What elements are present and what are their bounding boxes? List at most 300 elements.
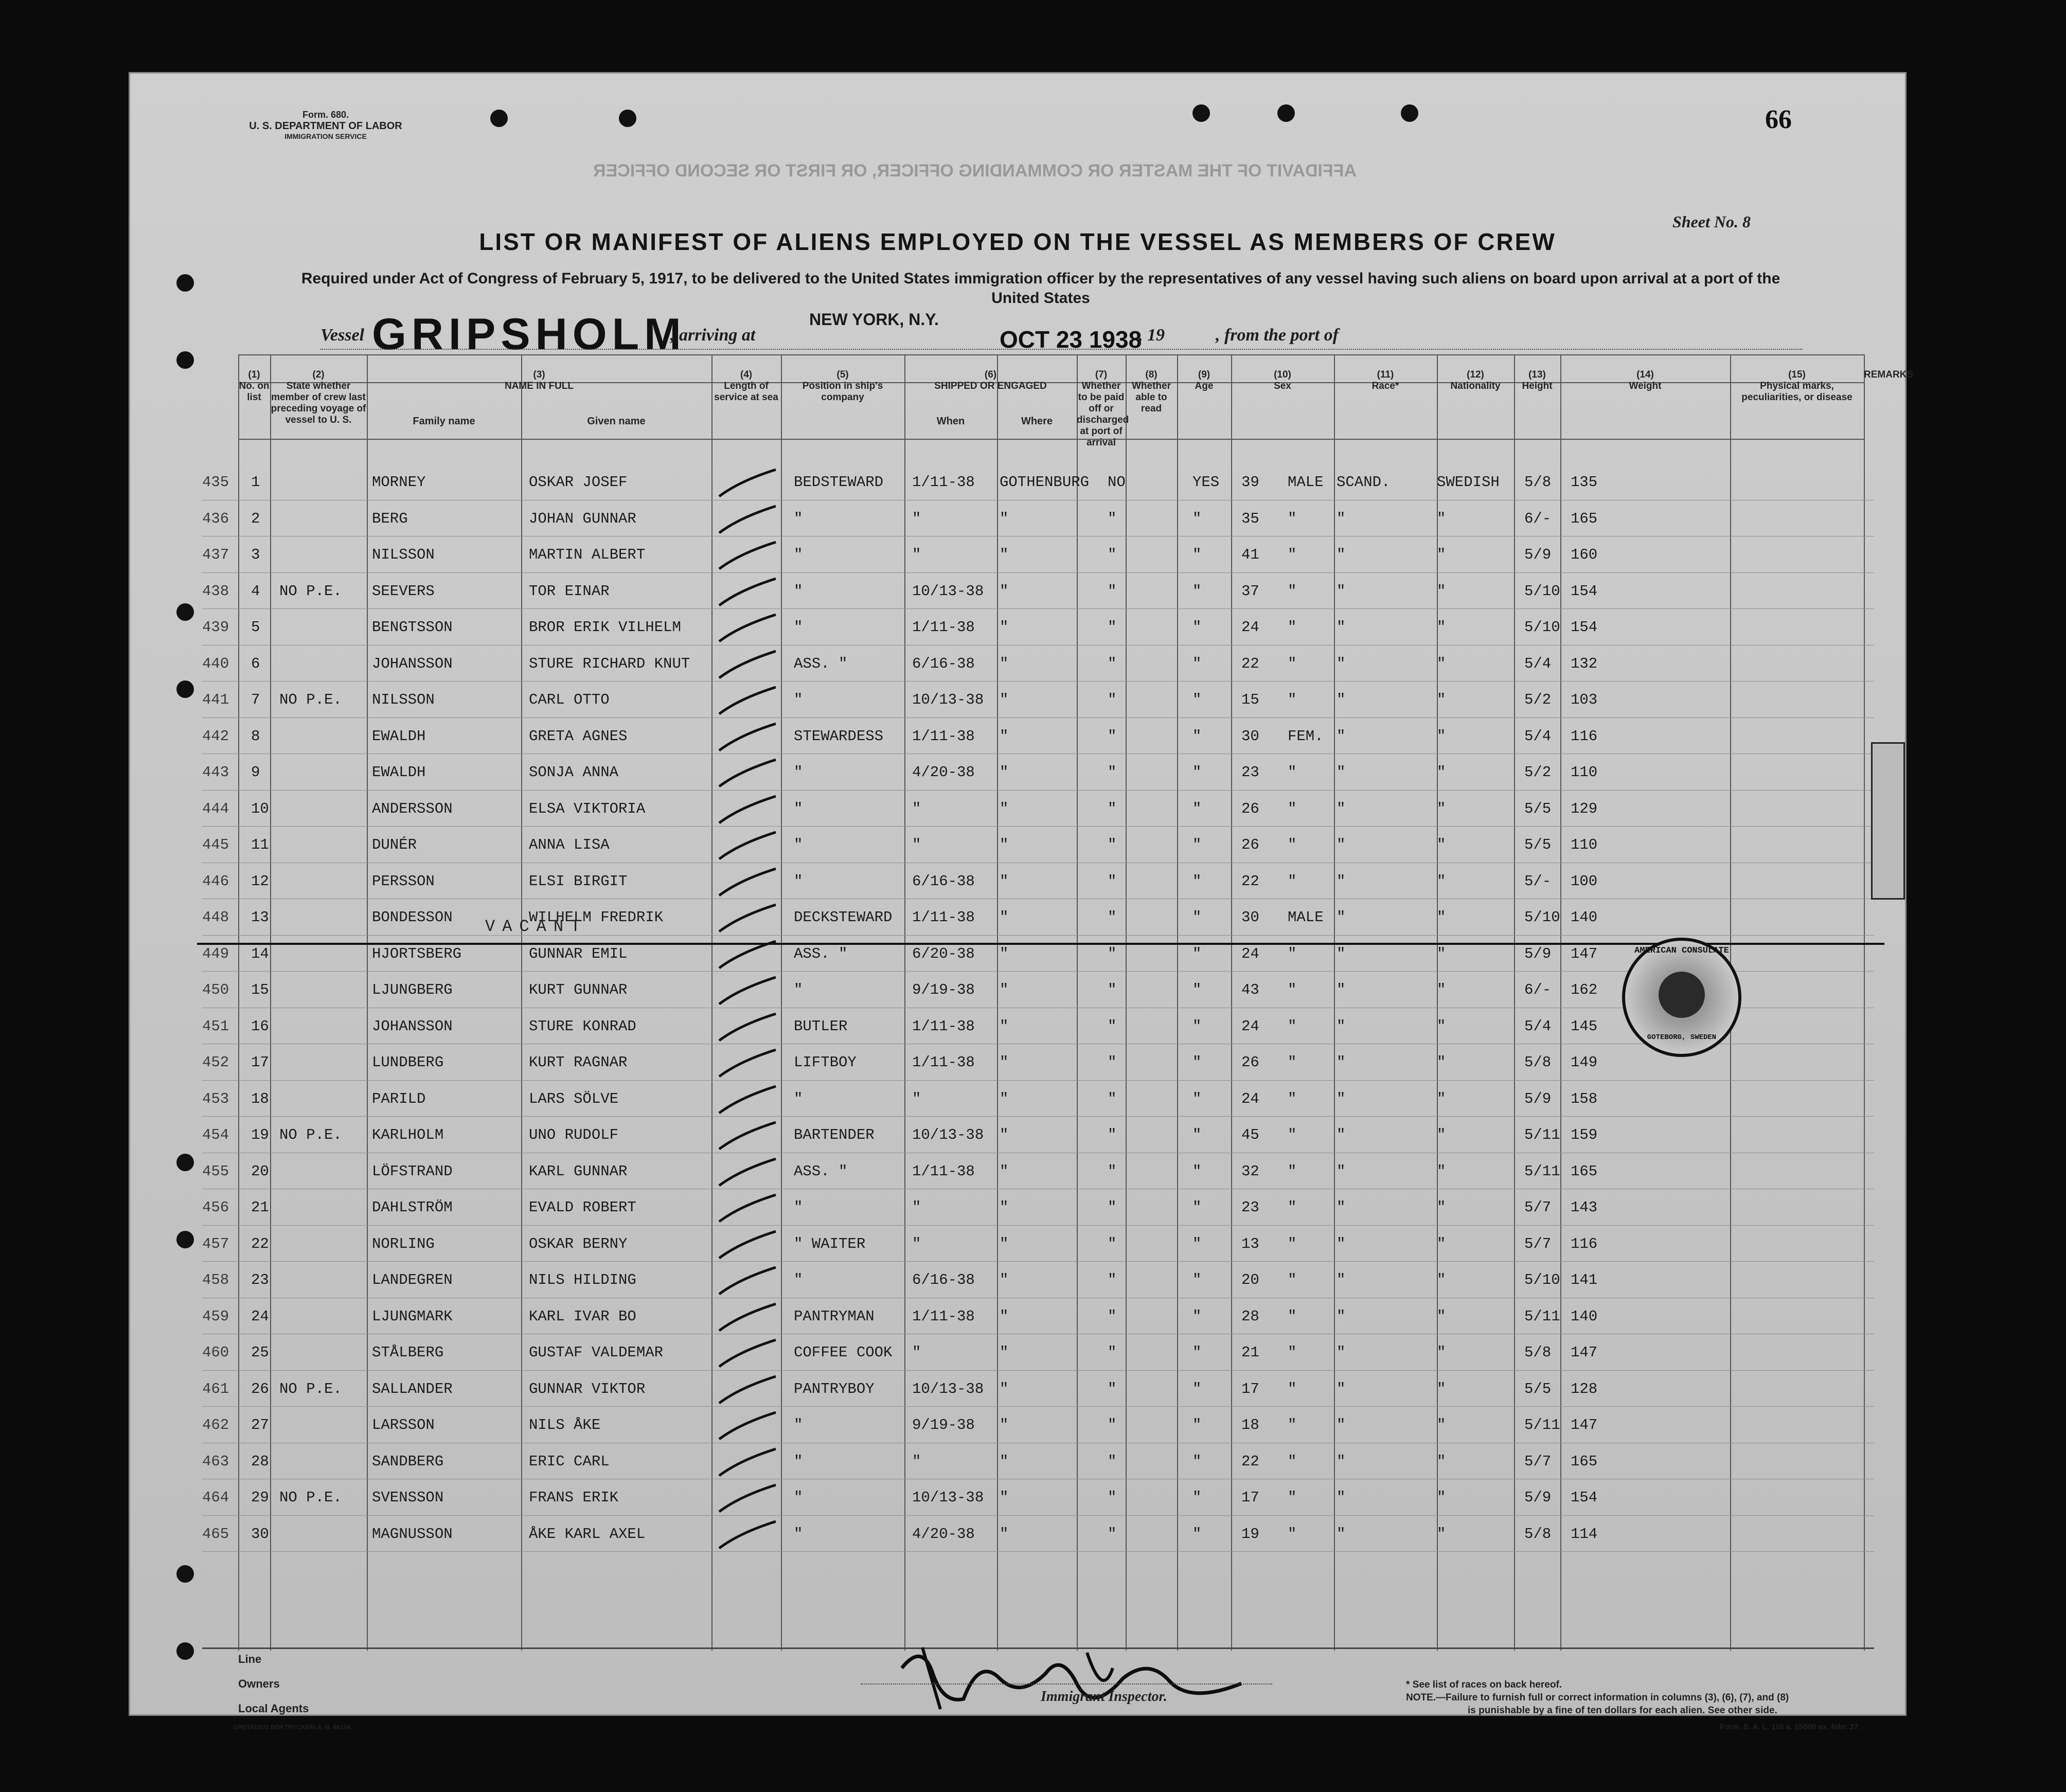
service-slash-mark — [714, 683, 781, 719]
cell-ln: 438 — [202, 582, 229, 600]
cell-nat: " — [1437, 836, 1446, 853]
cell-family: BERG — [372, 510, 408, 527]
cell-read: " — [1192, 727, 1202, 745]
cell-pos: " WAITER — [794, 1235, 866, 1252]
column-label: Nationality — [1450, 381, 1501, 391]
cell-wt: 154 — [1571, 1489, 1598, 1506]
cell-ln: 457 — [202, 1235, 229, 1252]
header-rule — [238, 439, 1864, 440]
column-header — [1514, 369, 1560, 392]
column-number: (14) — [1636, 369, 1654, 380]
column-label: Race* — [1372, 381, 1399, 391]
cell-age: 24 — [1241, 619, 1259, 636]
cell-read: " — [1192, 800, 1202, 817]
cell-race: " — [1337, 1453, 1346, 1470]
immigrant-inspector-label: Immigrant Inspector. — [1041, 1689, 1167, 1705]
cell-ht: 5/11 — [1524, 1126, 1560, 1143]
service-slash-mark — [714, 502, 781, 538]
manifest-sheet — [129, 72, 1914, 1731]
cell-pos: " — [794, 1199, 803, 1216]
column-label: Sex — [1274, 381, 1291, 391]
cell-where: " — [1000, 727, 1009, 745]
cell-when: 6/16-38 — [912, 872, 975, 890]
service-slash-mark — [714, 1155, 781, 1191]
cell-sex: " — [1288, 510, 1297, 527]
cell-wt: 165 — [1571, 510, 1598, 527]
cell-given: SONJA ANNA — [529, 764, 619, 781]
cell-when: " — [912, 1344, 921, 1361]
column-label: Age — [1195, 381, 1214, 391]
service-slash-mark — [714, 1300, 781, 1336]
cell-ln: 437 — [202, 546, 229, 563]
cell-ln: 446 — [202, 872, 229, 890]
cell-no: 2 — [251, 510, 260, 527]
cell-no: 29 — [251, 1489, 269, 1506]
cell-wt: 114 — [1571, 1525, 1598, 1543]
cell-read: " — [1192, 546, 1202, 563]
cell-sex: " — [1288, 1380, 1297, 1397]
cell-paid: " — [1108, 1054, 1117, 1071]
cell-nat: " — [1437, 1453, 1446, 1470]
column-label: Length of service at sea — [714, 381, 778, 403]
column-rule — [367, 354, 368, 1651]
cell-where: " — [1000, 691, 1009, 708]
cell-sex: " — [1288, 1344, 1297, 1361]
cell-when: 6/20-38 — [912, 945, 975, 962]
cell-nat: " — [1437, 1271, 1446, 1288]
cell-no: 12 — [251, 872, 269, 890]
cell-where: " — [1000, 1453, 1009, 1470]
cell-wt: 103 — [1571, 691, 1598, 708]
cell-sex: " — [1288, 691, 1297, 708]
cell-family: EWALDH — [372, 764, 426, 781]
cell-when: 9/19-38 — [912, 1417, 975, 1433]
cell-race: " — [1337, 1090, 1346, 1107]
cell-paid: " — [1108, 1235, 1117, 1252]
row-rule — [202, 681, 1874, 682]
cell-where: " — [1000, 546, 1009, 563]
cell-where: " — [1000, 1417, 1009, 1433]
cell-age: 30 — [1241, 909, 1259, 926]
cell-family: LJUNGBERG — [372, 981, 453, 998]
cell-ht: 5/8 — [1524, 1525, 1552, 1543]
cell-sex: " — [1288, 1017, 1297, 1035]
cell-paid: " — [1108, 764, 1117, 781]
cell-sex: " — [1288, 619, 1297, 636]
cell-ht: 6/- — [1524, 510, 1552, 527]
cell-read: " — [1192, 1489, 1202, 1506]
service-slash-mark — [714, 865, 781, 901]
service-slash-mark — [714, 973, 781, 1009]
cell-age: 22 — [1241, 1453, 1259, 1470]
cell-pos: " — [794, 764, 803, 781]
cell-sex: " — [1288, 800, 1297, 817]
row-rule — [202, 1551, 1874, 1552]
cell-ht: 5/4 — [1524, 655, 1552, 672]
cell-ln: 459 — [202, 1307, 229, 1325]
cell-where: " — [1000, 582, 1009, 600]
row-rule — [202, 1261, 1874, 1262]
cell-nat: " — [1437, 1344, 1446, 1361]
cell-when: 1/11-38 — [912, 1054, 975, 1071]
cell-when: 4/20-38 — [912, 764, 975, 781]
cell-given: GRETA AGNES — [529, 727, 628, 745]
cell-sex: " — [1288, 1199, 1297, 1216]
row-rule — [202, 790, 1874, 791]
cell-ln: 453 — [202, 1090, 229, 1107]
cell-wt: 143 — [1571, 1199, 1598, 1216]
cell-no: 9 — [251, 764, 260, 781]
row-rule — [202, 645, 1874, 646]
cell-race: " — [1337, 1162, 1346, 1180]
cell-sex: " — [1288, 1417, 1297, 1433]
cell-pos: PANTRYMAN — [794, 1307, 875, 1325]
cell-sex: " — [1288, 1307, 1297, 1325]
year-label: , 19 — [1138, 326, 1165, 345]
cell-paid: " — [1108, 1525, 1117, 1543]
cell-when: 6/16-38 — [912, 655, 975, 672]
cell-nat: " — [1437, 582, 1446, 600]
cell-no: 24 — [251, 1307, 269, 1325]
cell-read: " — [1192, 909, 1202, 926]
column-header — [904, 369, 1077, 392]
cell-pe: NO P.E. — [279, 691, 342, 708]
column-number: (12) — [1467, 369, 1484, 380]
cell-given: KARL IVAR BO — [529, 1307, 636, 1325]
cell-ht: 5/8 — [1524, 1344, 1552, 1361]
cell-ln: 449 — [202, 945, 229, 962]
column-header — [1177, 369, 1231, 392]
cell-family: LARSSON — [372, 1417, 435, 1433]
cell-read: " — [1192, 1453, 1202, 1470]
service-slash-mark — [714, 937, 781, 973]
service-slash-mark — [714, 465, 781, 501]
cell-where: " — [1000, 1162, 1009, 1180]
cell-wt: 147 — [1571, 945, 1598, 962]
cell-paid: " — [1108, 1017, 1117, 1035]
cell-when: 1/11-38 — [912, 909, 975, 926]
column-rule — [1177, 354, 1178, 1651]
cell-given: GUNNAR VIKTOR — [529, 1380, 646, 1397]
cell-ht: 5/10 — [1524, 582, 1560, 600]
cell-nat: " — [1437, 1017, 1446, 1035]
cell-given: CARL OTTO — [529, 691, 610, 708]
cell-age: 26 — [1241, 800, 1259, 817]
cell-read: " — [1192, 945, 1202, 962]
cell-no: 11 — [251, 836, 269, 853]
cell-when: 1/11-38 — [912, 1162, 975, 1180]
cell-when: 1/11-38 — [912, 727, 975, 745]
cell-given: ANNA LISA — [529, 836, 610, 853]
cell-sex: " — [1288, 872, 1297, 890]
cell-race: " — [1337, 945, 1346, 962]
cell-when: " — [912, 1453, 921, 1470]
cell-age: 15 — [1241, 691, 1259, 708]
cell-family: LÖFSTRAND — [372, 1162, 453, 1180]
cell-nat: " — [1437, 1162, 1446, 1180]
service-slash-mark — [714, 828, 781, 864]
cell-when: " — [912, 1090, 921, 1107]
cell-ht: 5/11 — [1524, 1162, 1560, 1180]
cell-when: 10/13-38 — [912, 1489, 984, 1506]
column-number: (8) — [1145, 369, 1157, 380]
column-label: Position in ship's company — [802, 381, 883, 403]
service-slash-mark — [714, 1481, 781, 1517]
column-label: REMARKS — [1864, 369, 1914, 380]
cell-family: MORNEY — [372, 474, 426, 491]
cell-ln: 439 — [202, 619, 229, 636]
cell-sex: " — [1288, 655, 1297, 672]
cell-ht: 5/11 — [1524, 1417, 1560, 1433]
cell-pos: ASS. " — [794, 945, 848, 962]
cell-pos: BEDSTEWARD — [794, 474, 884, 491]
cell-race: " — [1337, 1054, 1346, 1071]
row-rule — [202, 1515, 1874, 1516]
cell-sex: " — [1288, 1271, 1297, 1288]
cell-ht: 5/7 — [1524, 1199, 1552, 1216]
cell-pos: " — [794, 1271, 803, 1288]
column-label: SHIPPED OR ENGAGED — [934, 381, 1047, 391]
cell-sex: " — [1288, 582, 1297, 600]
cell-nat: " — [1437, 1235, 1446, 1252]
cell-paid: " — [1108, 1271, 1117, 1288]
service-slash-mark — [714, 1046, 781, 1082]
cell-ln: 440 — [202, 655, 229, 672]
cell-race: " — [1337, 1126, 1346, 1143]
column-number: (10) — [1274, 369, 1291, 380]
cell-pe: NO P.E. — [279, 582, 342, 600]
cell-pos: " — [794, 800, 803, 817]
cell-wt: 140 — [1571, 1307, 1598, 1325]
cell-when: 1/11-38 — [912, 619, 975, 636]
cell-paid: NO — [1108, 474, 1126, 491]
cell-nat: " — [1437, 655, 1446, 672]
cell-no: 25 — [251, 1344, 269, 1361]
cell-sex: " — [1288, 1489, 1297, 1506]
cell-race: " — [1337, 1271, 1346, 1288]
cell-family: DUNÉR — [372, 836, 417, 853]
cell-race: " — [1337, 655, 1346, 672]
cell-given: OSKAR JOSEF — [529, 474, 628, 491]
cell-ln: 445 — [202, 836, 229, 853]
cell-nat: " — [1437, 1489, 1446, 1506]
cell-family: KARLHOLM — [372, 1126, 444, 1143]
service-slash-mark — [714, 720, 781, 756]
column-header — [1437, 369, 1514, 392]
cell-age: 22 — [1241, 655, 1259, 672]
cell-ln: 460 — [202, 1344, 229, 1361]
cell-pos: " — [794, 691, 803, 708]
cell-nat: " — [1437, 945, 1446, 962]
cell-no: 6 — [251, 655, 260, 672]
cell-sex: " — [1288, 1126, 1297, 1143]
cell-ln: 458 — [202, 1271, 229, 1288]
cell-read: " — [1192, 764, 1202, 781]
cell-pos: " — [794, 619, 803, 636]
row-rule — [202, 608, 1874, 609]
cell-given: STURE KONRAD — [529, 1017, 636, 1035]
cell-pos: " — [794, 546, 803, 563]
column-rule — [711, 354, 713, 1651]
cell-no: 28 — [251, 1453, 269, 1470]
cell-ln: 456 — [202, 1199, 229, 1216]
cell-age: 18 — [1241, 1417, 1259, 1433]
cell-race: " — [1337, 582, 1346, 600]
cell-ln: 462 — [202, 1417, 229, 1433]
cell-paid: " — [1108, 546, 1117, 563]
cell-family: LANDEGREN — [372, 1271, 453, 1288]
cell-no: 14 — [251, 945, 269, 962]
cell-where: " — [1000, 1271, 1009, 1288]
cell-family: BENGTSSON — [372, 619, 453, 636]
cell-sex: " — [1288, 1054, 1297, 1071]
cell-pos: COFFEE COOK — [794, 1344, 893, 1361]
service-slash-mark — [714, 1517, 781, 1553]
column-rule — [1864, 354, 1865, 1651]
column-number: (1) — [248, 369, 260, 380]
cell-race: " — [1337, 836, 1346, 853]
column-rule — [1231, 354, 1232, 1651]
cell-when: " — [912, 1235, 921, 1252]
bleed-through-header: AFFIDAVIT OF THE MASTER OR COMMANDING OFFICER, OR FIRST OR SECOND OFFICER — [593, 161, 1357, 181]
cell-age: 45 — [1241, 1126, 1259, 1143]
cell-nat: " — [1437, 1199, 1446, 1216]
cell-when: " — [912, 1199, 921, 1216]
cell-given: ELSI BIRGIT — [529, 872, 628, 890]
cell-ln: 443 — [202, 764, 229, 781]
cell-when: 10/13-38 — [912, 1126, 984, 1143]
cell-ln: 464 — [202, 1489, 229, 1506]
cell-no: 23 — [251, 1271, 269, 1288]
header-rule — [238, 354, 1864, 355]
cell-no: 4 — [251, 582, 260, 600]
cell-wt: 158 — [1571, 1090, 1598, 1107]
cell-nat: " — [1437, 764, 1446, 781]
cell-race: " — [1337, 1344, 1346, 1361]
cell-given: STURE RICHARD KNUT — [529, 655, 690, 672]
cell-age: 41 — [1241, 546, 1259, 563]
cell-where: GOTHENBURG — [1000, 474, 1090, 491]
cell-given: EVALD ROBERT — [529, 1199, 636, 1216]
cell-where: " — [1000, 1017, 1009, 1035]
column-rule — [521, 354, 522, 1651]
cell-read: " — [1192, 1344, 1202, 1361]
cell-given: FRANS ERIK — [529, 1489, 619, 1506]
row-rule — [202, 1080, 1874, 1081]
column-header — [1730, 369, 1864, 403]
cell-given: NILS ÅKE — [529, 1417, 601, 1433]
cell-family: NILSSON — [372, 691, 435, 708]
cell-family: PARILD — [372, 1090, 426, 1107]
cell-nat: " — [1437, 981, 1446, 998]
cell-ht: 5/10 — [1524, 909, 1560, 926]
sheet-number-label: Sheet No. — [1672, 212, 1738, 231]
cell-where: " — [1000, 909, 1009, 926]
cell-age: 39 — [1241, 474, 1259, 491]
service-slash-mark — [714, 1082, 781, 1118]
cell-family: JOHANSSON — [372, 655, 453, 672]
cell-family: MAGNUSSON — [372, 1525, 453, 1543]
cell-read: " — [1192, 1271, 1202, 1288]
service-slash-mark — [714, 756, 781, 792]
cell-nat: " — [1437, 1380, 1446, 1397]
column-rule — [1077, 354, 1078, 1651]
column-header — [238, 369, 270, 403]
crew-table — [130, 74, 1914, 1714]
service-slash-mark — [714, 1372, 781, 1408]
cell-no: 5 — [251, 619, 260, 636]
cell-wt: 147 — [1571, 1344, 1598, 1361]
cell-no: 15 — [251, 981, 269, 998]
cell-pos: " — [794, 1453, 803, 1470]
cell-where: " — [1000, 800, 1009, 817]
cell-age: 17 — [1241, 1489, 1259, 1506]
service-slash-mark — [714, 792, 781, 828]
service-slash-mark — [714, 538, 781, 574]
cell-age: 43 — [1241, 981, 1259, 998]
cell-given: LARS SÖLVE — [529, 1090, 619, 1107]
cell-wt: 135 — [1571, 474, 1598, 491]
column-number: (2) — [312, 369, 325, 380]
cell-read: " — [1192, 1199, 1202, 1216]
cell-given: JOHAN GUNNAR — [529, 510, 636, 527]
cell-where: " — [1000, 1235, 1009, 1252]
cell-pos: ASS. " — [794, 1162, 848, 1180]
cell-paid: " — [1108, 981, 1117, 998]
column-subheader: Where — [1021, 416, 1053, 427]
cell-ht: 6/- — [1524, 981, 1552, 998]
cell-nat: " — [1437, 1126, 1446, 1143]
cell-no: 19 — [251, 1126, 269, 1143]
cell-paid: " — [1108, 619, 1117, 636]
cell-sex: " — [1288, 1162, 1297, 1180]
page-title: LIST OR MANIFEST OF ALIENS EMPLOYED ON THE VESSEL AS MEMBERS OF CREW — [479, 228, 1556, 255]
signature-rule — [861, 1683, 1272, 1685]
cell-nat: " — [1437, 1417, 1446, 1433]
cell-where: " — [1000, 1054, 1009, 1071]
cell-ln: 435 — [202, 474, 229, 491]
cell-race: " — [1337, 691, 1346, 708]
cell-wt: 165 — [1571, 1162, 1598, 1180]
cell-ht: 5/11 — [1524, 1307, 1560, 1325]
cell-family: SALLANDER — [372, 1380, 453, 1397]
cell-ht: 5/9 — [1524, 1489, 1552, 1506]
cell-where: " — [1000, 1307, 1009, 1325]
cell-sex: " — [1288, 1525, 1297, 1543]
cell-paid: " — [1108, 1090, 1117, 1107]
cell-age: 37 — [1241, 582, 1259, 600]
cell-paid: " — [1108, 1344, 1117, 1361]
cell-age: 19 — [1241, 1525, 1259, 1543]
cell-ln: 448 — [202, 909, 229, 926]
cell-family: EWALDH — [372, 727, 426, 745]
cell-paid: " — [1108, 836, 1117, 853]
column-header — [1334, 369, 1437, 392]
cell-age: 26 — [1241, 836, 1259, 853]
service-slash-mark — [714, 611, 781, 647]
page-number: 66 — [1765, 105, 1792, 134]
column-rule — [781, 354, 782, 1651]
column-rule — [904, 354, 905, 1651]
cell-given: GUSTAF VALDEMAR — [529, 1344, 664, 1361]
cell-family: SANDBERG — [372, 1453, 444, 1470]
cell-when: 6/16-38 — [912, 1271, 975, 1288]
column-rule — [1334, 354, 1335, 1651]
column-label: Height — [1522, 381, 1553, 391]
cell-when: " — [912, 836, 921, 853]
cell-age: 26 — [1241, 1054, 1259, 1071]
stamp-bottom-text: GOTEBORG, SWEDEN — [1647, 1033, 1717, 1042]
